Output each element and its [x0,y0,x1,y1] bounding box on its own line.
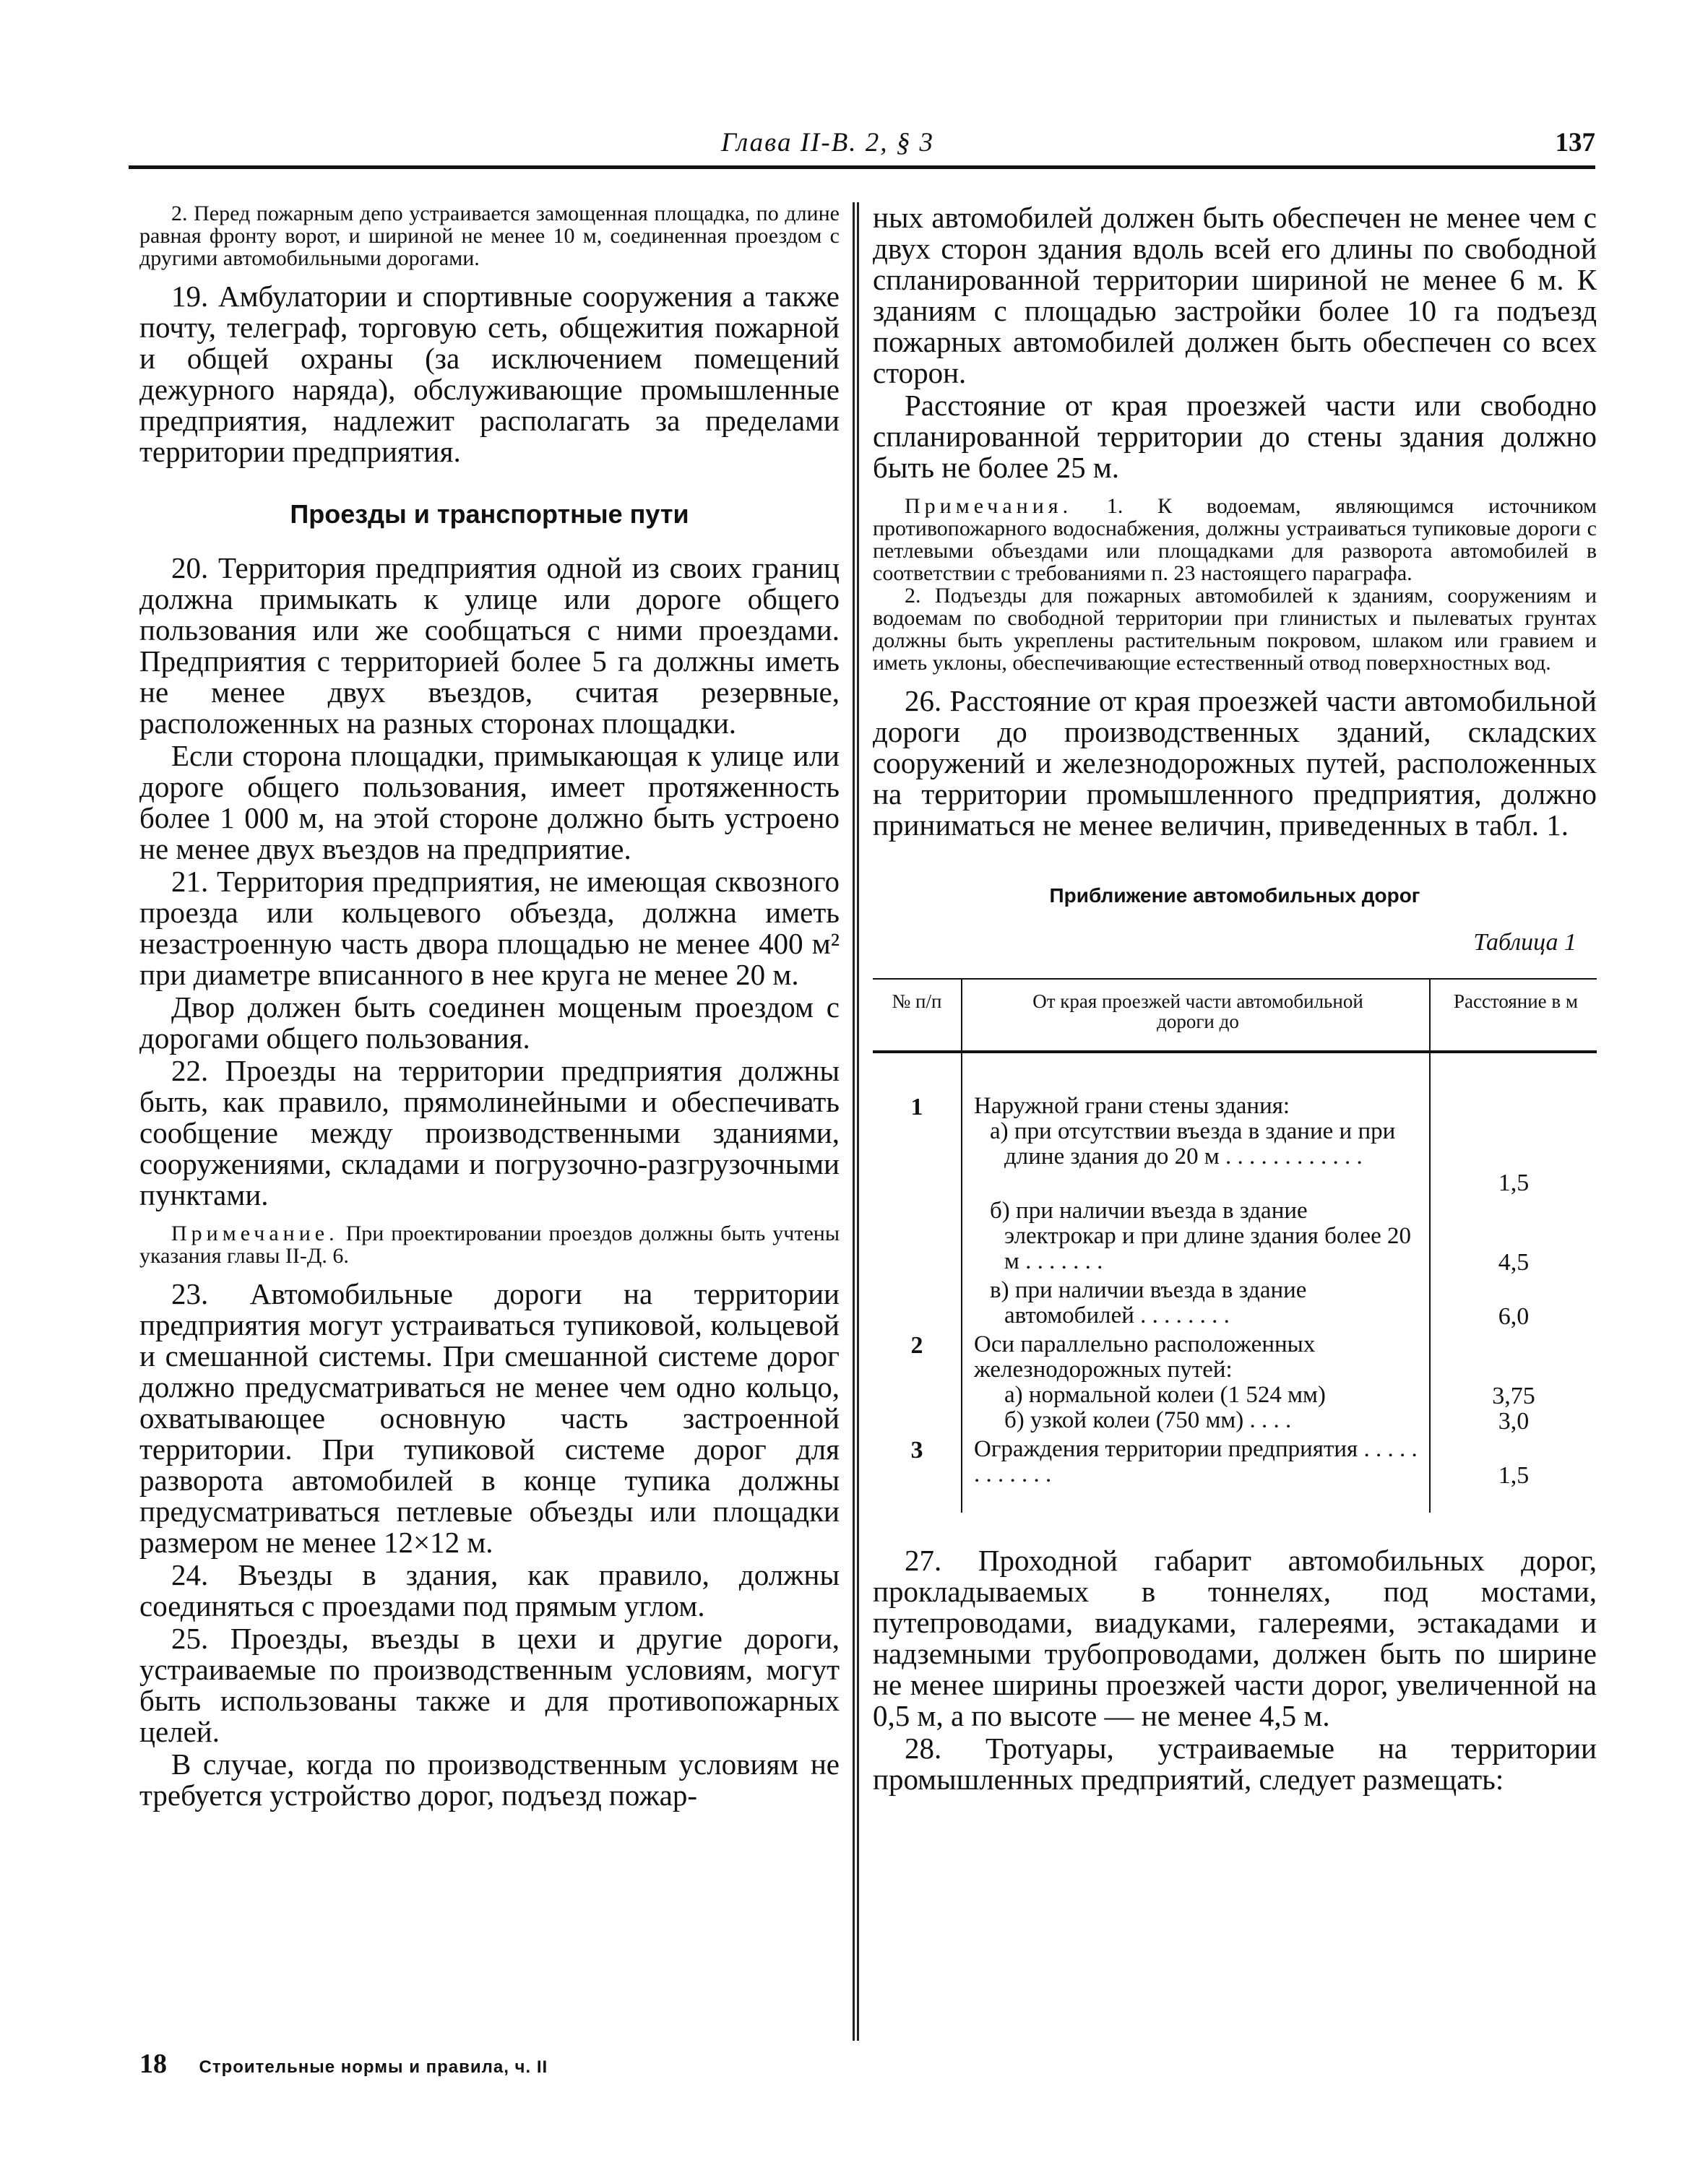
page-number: 137 [1555,128,1595,157]
paragraph-26: 26. Расстояние от края проезжей части автомобильной дороги до производственных зданий, складских сооружений и железнодорожных путей, расположенных на территории промышленного предприятия, должно приниматься не менее величин, приведенных в табл. 1. [873,684,1597,842]
table-row-value: 3,75 [1492,1383,1535,1409]
table-header-distance: Расстояние в м [1453,990,1579,1012]
table-row-text: б) узкой колеи (750 мм) . . . . [1004,1407,1292,1433]
note-text: При проектировании проездов должны быть учтены указания главы II-Д. 6. [139,1222,840,1268]
table-header-num: № п/п [892,990,942,1012]
paragraph-22: 22. Проезды на территории предприятия должны быть, как правило, прямолинейными и обеспечивать сообщение между производственными зданиями, сооружениями, складами и погрузочно-разгрузочными пунктами. [139,1054,840,1211]
note-fire-depot: 2. Перед пожарным депо устраивается замощенная площадка, по длине равная фронту ворот, и шириной не менее 10 м, соединенная проездом с другими автомобильными дорогами. [139,202,840,270]
paragraph-25-cont: В случае, когда по производственным условиям не требуется устройство дорог, подъезд пожар- [139,1747,840,1812]
table-row-num: 1 [910,1094,923,1120]
note-22 [139,1222,840,1267]
paragraph-25-distance: Расстояние от края проезжей части или свободно спланированной территории до стены здания должно быть не более 25 м. [873,389,1597,484]
table-top-rule [873,978,1597,980]
paragraph-24: 24. Въезды в здания, как правило, должны соединяться с проездами под прямым углом. [139,1558,840,1622]
table-row-value: 4,5 [1498,1249,1530,1276]
paragraph-20: 20. Территория предприятия одной из своих границ должна примыкать к улице или дороге общего пользования или же сообщаться с ними проездами. Предприятия с территорией более 5 га должны иметь не менее двух въездов, считая резервные, расположенных на разных сторонах площадки. [139,551,840,740]
running-title: Глава II-В. 2, § 3 [721,128,935,157]
table-col-rule-1 [961,978,962,1513]
paragraph-25: 25. Проезды, въезды в цехи и другие дороги, устраиваемые по производственным условиям, могут быть использованы также и для противопожарных целей. [139,1622,840,1748]
note-1-text: 1. К водоемам, являющимся источником противопожарного водоснабжения, должны устраиваться тупиковые дороги с петлевыми объездами или площадками для разворота автомобилей в соответствии с требованиями п. 23 настоящего параграфа. [873,494,1597,585]
page-footer [139,2048,548,2080]
table-row-text: а) при отсутствии въезда в здание и при длине здания до 20 м . . . . . . . . . . . . [990,1118,1396,1170]
table-row-text: в) при наличии въезда в здание автомобилей . . . . . . . . [990,1277,1307,1328]
table-row-text: б) при наличии въезда в здание электрокар и при длине здания более 20 м . . . . . . . [990,1198,1411,1274]
note-label: Примечание. [171,1222,339,1245]
table-row-num: 2 [910,1332,923,1359]
header-rule [129,165,1595,169]
right-column [873,202,1597,1797]
table-row-value: 1,5 [1498,1170,1530,1196]
table-row-text: Ограждения территории предприятия . . . . . . . . . . . . [974,1436,1418,1487]
table-label: Таблица 1 [1473,929,1577,956]
distance-table [873,978,1597,1516]
table-header-from: От края проезжей части автомобильной дороги до [1032,990,1363,1032]
paragraph-20-cont: Если сторона площадки, примыкающая к улице или дороге общего пользования, имеет протяженность более 1 000 м, на этой стороне должно быть устроено не менее двух въездов на предприятие. [139,739,840,865]
notes-2: 2. Подъезды для пожарных автомобилей к зданиям, сооружениям и водоемам по свободной территории при глинистых и пылеватых грунтах должны быть укреплены растительным покровом, шлаком или гравием и иметь уклоны, обеспечивающие естественный отвод поверхностных вод. [873,584,1597,675]
table-row-value: 1,5 [1498,1462,1530,1489]
paragraph-21: 21. Территория предприятия, не имеющая сквозного проезда или кольцевого объезда, должна иметь незастроенную часть двора площадью не менее 400 м² при диаметре вписанного в нее круга не менее 20 м. [139,865,840,991]
left-column [139,202,840,1812]
section-heading: Проезды и транспортные пути [290,499,689,529]
notes-label: Примечания. [905,494,1073,518]
paragraph-21-cont: Двор должен быть соединен мощеным проездом с дорогами общего пользования. [139,990,840,1055]
table-header-rule [873,1050,1597,1053]
paragraph-25-end: ных автомобилей должен быть обеспечен не менее чем с двух сторон здания вдоль всей его длины по свободной спланированной территории шириной не менее 6 м. К зданиям с площадью застройки более 10 га подъезд пожарных автомобилей должен быть обеспечен со всех сторон. [873,201,1597,389]
paragraph-23: 23. Автомобильные дороги на территории предприятия могут устраиваться тупиковой, кольцевой и смешанной системы. При смешанной системе дорог должно предусматриваться не менее чем одно кольцо, охватывающее основную часть застроенной территории. При тупиковой системе дорог для разворота автомобилей в конце тупика должны предусматриваться петлевые объезды или площадки размером не менее 12×12 м. [139,1277,840,1559]
paragraph-27: 27. Проходной габарит автомобильных дорог, прокладываемых в тоннелях, под мостами, путепроводами, виадуками, галереями, эстакадами и надземными трубопроводами, должен быть по ширине не менее ширины проезжей части дорог, увеличенной на 0,5 м, а по высоте — не менее 4,5 м. [873,1544,1597,1732]
paragraph-19: 19. Амбулатории и спортивные сооружения а также почту, телеграф, торговую сеть, общежития пожарной и общей охраны (за исключением помещений дежурного наряда), обслуживающие промышленные предприятия, надлежит располагать за пределами территории предприятия. [139,280,840,468]
table-row-text: а) нормальной колеи (1 524 мм) [1004,1382,1326,1408]
notes-1 [873,495,1597,584]
sheet-number: 18 [139,2049,167,2079]
running-header [129,127,1595,170]
paragraph-28: 28. Тротуары, устраиваемые на территории промышленных предприятий, следует размещать: [873,1732,1597,1796]
column-divider [853,202,859,2041]
table-row-value: 3,0 [1498,1408,1530,1435]
table-title: Приближение автомобильных дорог [1049,884,1420,907]
table-row-num: 3 [910,1437,923,1464]
table-row-text: Наружной грани стены здания: [974,1093,1290,1119]
table-row-text: Оси параллельно расположенных железнодорожных путей: [974,1331,1316,1383]
table-row-value: 6,0 [1498,1303,1530,1330]
footer-text: Строительные нормы и правила, ч. II [199,2057,548,2077]
